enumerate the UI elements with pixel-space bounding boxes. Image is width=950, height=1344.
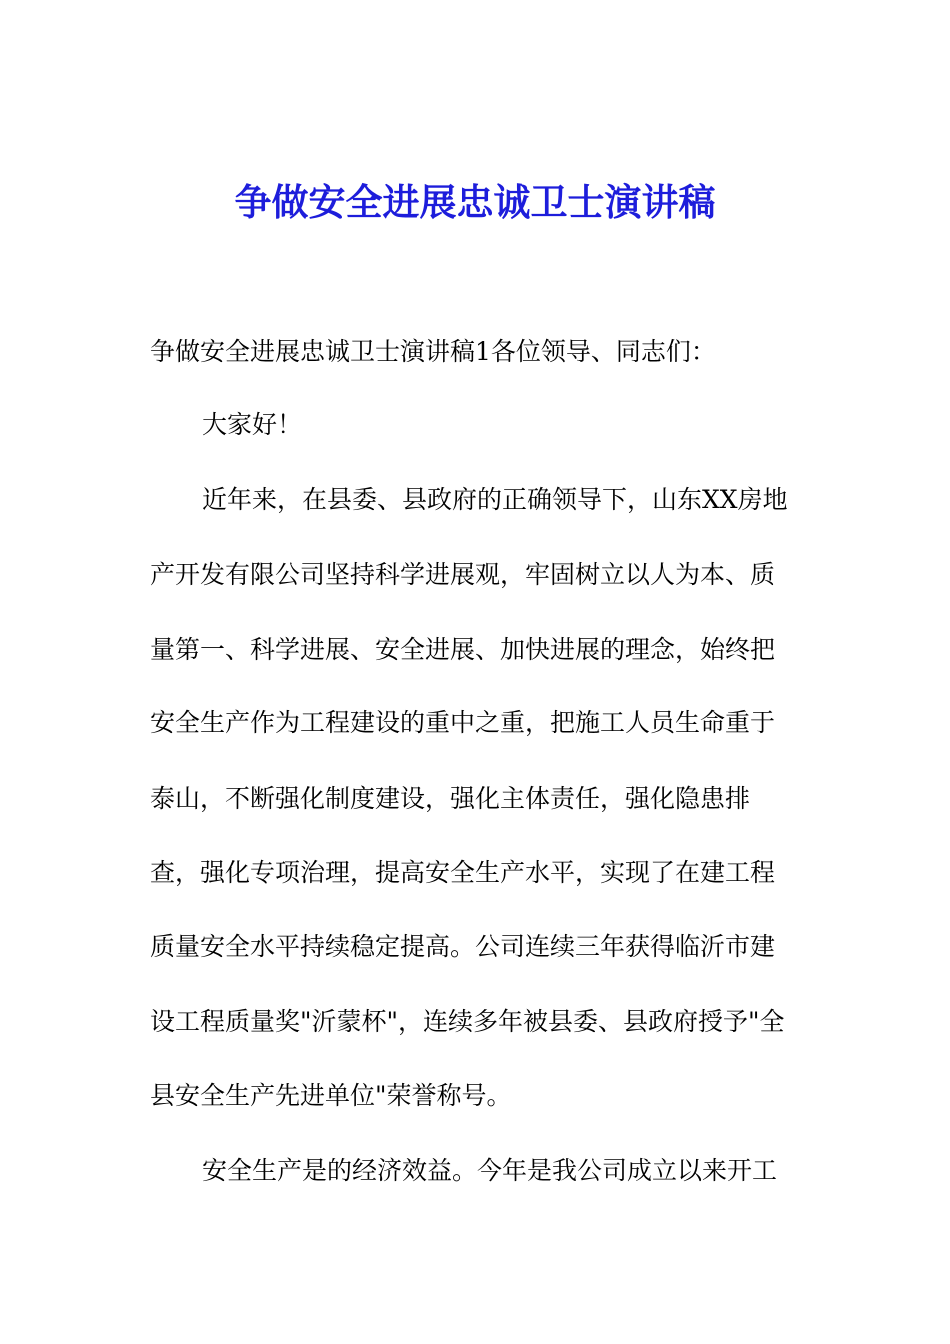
paragraph-line-7: 泰山，不断强化制度建设，强化主体责任，强化隐患排 xyxy=(150,784,751,813)
paragraph-line-5: 量第一、科学进展、安全进展、加快进展的理念，始终把 xyxy=(150,635,776,664)
paragraph-line-6: 安全生产作为工程建设的重中之重，把施工人员生命重于 xyxy=(150,708,776,737)
paragraph-line-2: 大家好！ xyxy=(202,410,303,439)
paragraph-line-8: 查，强化专项治理，提高安全生产水平，实现了在建工程 xyxy=(150,858,776,887)
paragraph-line-11: 县安全生产先进单位"荣誉称号。 xyxy=(150,1081,512,1110)
paragraph-line-12: 安全生产是的经济效益。今年是我公司成立以来开工 xyxy=(202,1156,778,1185)
document-title: 争做安全进展忠诚卫士演讲稿 xyxy=(234,180,716,224)
paragraph-line-4: 产开发有限公司坚持科学进展观，牢固树立以人为本、质 xyxy=(150,560,776,589)
paragraph-line-10: 设工程质量奖"沂蒙杯"，连续多年被县委、县政府授予"全 xyxy=(150,1007,785,1036)
paragraph-line-3: 近年来，在县委、县政府的正确领导下，山东XX房地 xyxy=(202,485,788,514)
paragraph-line-9: 质量安全水平持续稳定提高。公司连续三年获得临沂市建 xyxy=(150,932,776,961)
paragraph-line-1: 争做安全进展忠诚卫士演讲稿1各位领导、同志们： xyxy=(150,337,716,366)
